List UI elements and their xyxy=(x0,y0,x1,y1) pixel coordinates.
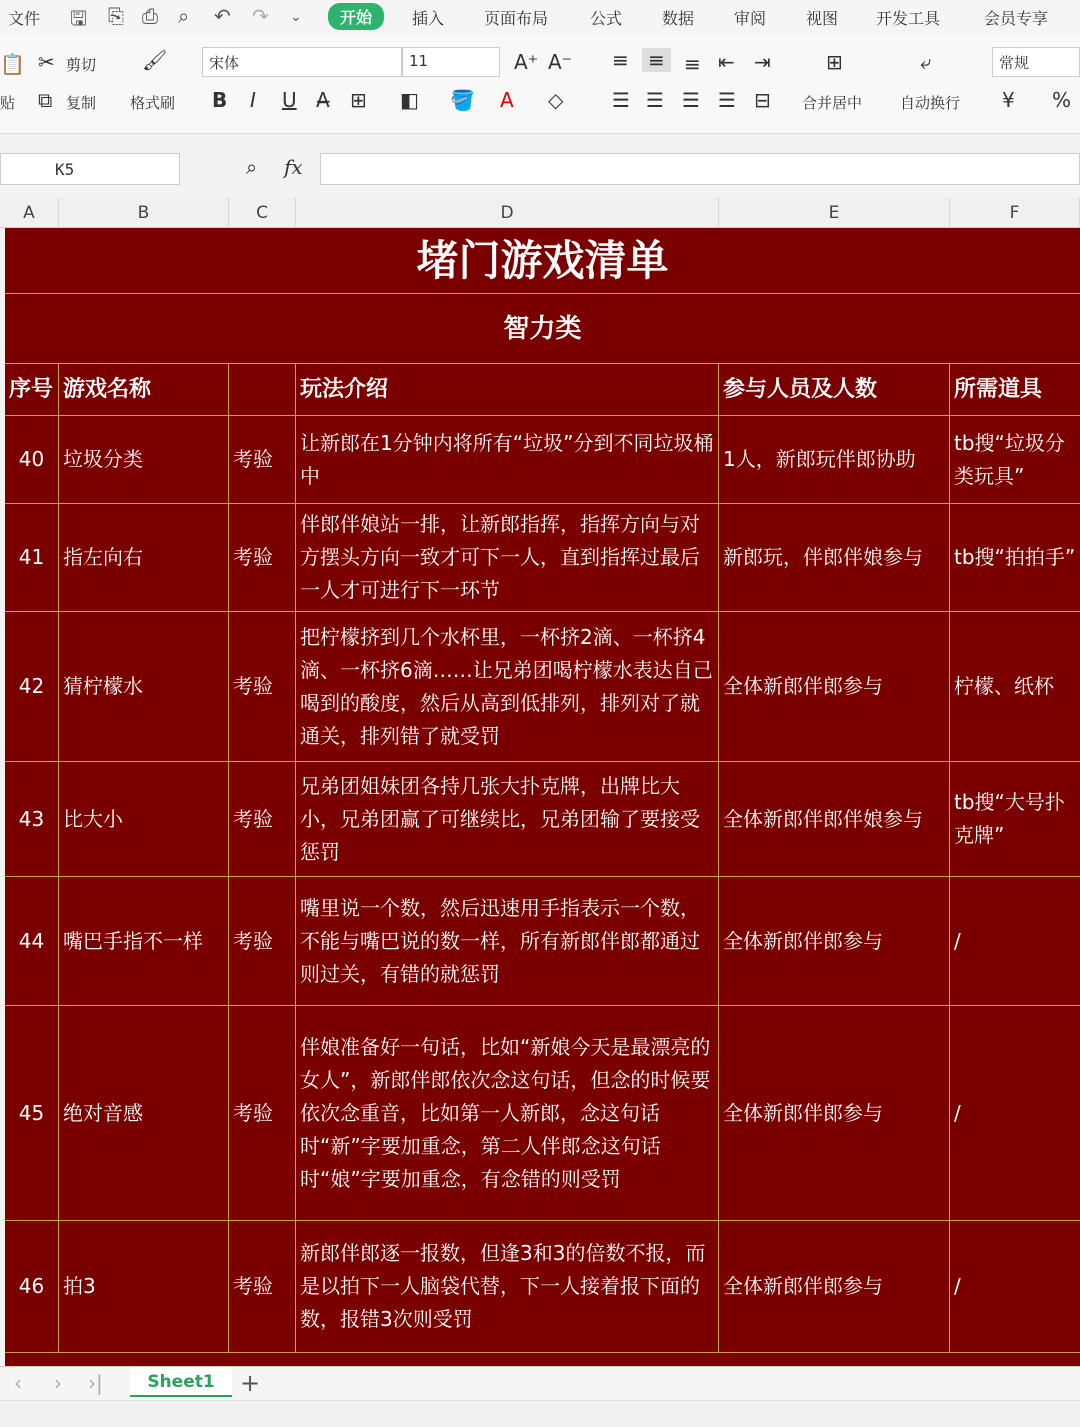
tab-data[interactable]: 数据 xyxy=(662,9,695,28)
cell-no[interactable]: 45 xyxy=(5,1006,59,1220)
cell-name[interactable]: 绝对音感 xyxy=(59,1006,229,1220)
table-row xyxy=(5,612,1080,762)
column-headers xyxy=(0,198,1080,228)
bold-icon[interactable]: B xyxy=(212,88,228,112)
menu-file[interactable]: 文件 xyxy=(8,9,41,28)
align-top-icon[interactable]: ≡ xyxy=(612,48,629,72)
border-icon[interactable]: ⊞ xyxy=(350,88,367,112)
cell-no[interactable]: 44 xyxy=(5,877,59,1005)
cell-desc[interactable]: 新郎伴郎逐一报数，但逢3和3的倍数不报，而是以拍下一人脑袋代替，下一人接着报下面的数，报错3次则受罚 xyxy=(296,1221,719,1352)
cell-name[interactable]: 拍3 xyxy=(59,1221,229,1352)
cell-type[interactable]: 考验 xyxy=(229,762,296,876)
tab-home[interactable]: 开始 xyxy=(328,3,384,30)
font-color-icon[interactable]: A xyxy=(500,88,514,112)
status-bar xyxy=(0,1400,1080,1427)
column-header-d[interactable]: D xyxy=(296,198,719,228)
cell-props[interactable]: tb搜“拍拍手” xyxy=(954,545,1076,569)
cell-desc[interactable]: 让新郎在1分钟内将所有“垃圾”分到不同垃圾桶中 xyxy=(296,416,719,503)
cell-name[interactable]: 指左向右 xyxy=(59,504,229,611)
merge-center-button[interactable]: 合并居中 xyxy=(802,94,863,112)
next-sheet-icon[interactable]: › xyxy=(54,1371,62,1395)
header-props[interactable]: 所需道具 xyxy=(954,377,1043,402)
first-sheet-icon[interactable]: ‹ xyxy=(14,1371,22,1395)
decrease-font-icon[interactable]: A⁻ xyxy=(548,50,573,74)
print-preview-icon[interactable]: ⌕ xyxy=(178,4,190,28)
export-icon[interactable]: ⎘ xyxy=(108,4,124,28)
justify-icon[interactable]: ☰ xyxy=(718,88,736,112)
cell-people[interactable]: 全体新郎伴郎参与 xyxy=(719,612,950,761)
formula-bar xyxy=(0,147,1080,191)
cell-desc[interactable]: 兄弟团姐妹团各持几张大扑克牌，出牌比大小，兄弟团赢了可继续比，兄弟团输了要接受惩罚 xyxy=(296,762,719,876)
tab-insert[interactable]: 插入 xyxy=(412,9,445,28)
strikethrough-icon[interactable]: A̶ xyxy=(316,88,330,112)
cell-people[interactable]: 1人，新郎玩伴郎协助 xyxy=(719,416,950,503)
cell-props[interactable]: / xyxy=(954,1100,961,1125)
cell-no[interactable]: 40 xyxy=(5,416,59,503)
tab-formulas[interactable]: 公式 xyxy=(590,9,623,28)
paste-label[interactable]: 贴 xyxy=(0,94,16,112)
wrap-text-icon[interactable]: ⤶ xyxy=(920,50,932,74)
header-row xyxy=(5,364,1080,416)
cell-props[interactable]: tb搜“垃圾分类玩具” xyxy=(954,430,1065,488)
cell-name[interactable]: 垃圾分类 xyxy=(59,416,229,503)
header-type[interactable] xyxy=(229,364,296,415)
decrease-indent-icon[interactable]: ⇤ xyxy=(718,50,735,74)
tab-view[interactable]: 视图 xyxy=(806,9,839,28)
cell-type[interactable]: 考验 xyxy=(229,877,296,1005)
fill-color-icon[interactable]: 🪣 xyxy=(450,88,475,112)
align-middle-icon[interactable]: ≡ xyxy=(642,48,671,72)
cell-no[interactable]: 46 xyxy=(5,1221,59,1352)
column-header-e[interactable]: E xyxy=(719,198,950,228)
name-box[interactable]: K5 xyxy=(0,153,180,185)
sheet-title[interactable]: 堵门游戏清单 xyxy=(5,228,1080,294)
increase-indent-icon[interactable]: ⇥ xyxy=(754,50,771,74)
cell-desc[interactable]: 伴娘准备好一句话，比如“新娘今天是最漂亮的女人”，新郎伴郎依次念这句话，但念的时候要依次念重音，比如第一人新郎，念这句话时“新”字要加重念，第二人伴郎念这句话时“娘”字要加重念，有念错的则受罚 xyxy=(296,1006,719,1220)
column-header-b[interactable]: B xyxy=(59,198,229,228)
cell-people[interactable]: 全体新郎伴郎参与 xyxy=(719,1006,950,1220)
paste-icon[interactable]: 📋 xyxy=(0,52,25,76)
category-heading[interactable]: 智力类 xyxy=(5,294,1080,364)
sheet-tab-sheet1[interactable]: Sheet1 xyxy=(130,1367,232,1397)
redo-icon[interactable]: ↷ xyxy=(252,4,269,28)
currency-button[interactable]: ¥ xyxy=(1002,88,1015,112)
copy-button[interactable]: 复制 xyxy=(66,94,97,112)
copy-icon[interactable]: ⧉ xyxy=(38,88,53,112)
cell-type[interactable]: 考验 xyxy=(229,1221,296,1352)
table-row xyxy=(5,416,1080,504)
cell-desc[interactable]: 嘴里说一个数，然后迅速用手指表示一个数，不能与嘴巴说的数一样，所有新郎伴郎都通过则过关，有错的就惩罚 xyxy=(296,877,719,1005)
number-format-select[interactable]: 常规 xyxy=(992,47,1080,77)
fx-icon[interactable]: fx xyxy=(284,155,303,179)
cell-name[interactable]: 嘴巴手指不一样 xyxy=(59,877,229,1005)
table-row xyxy=(5,504,1080,612)
header-name[interactable]: 游戏名称 xyxy=(59,364,229,415)
header-desc[interactable]: 玩法介绍 xyxy=(296,364,719,415)
menu-bar xyxy=(0,0,1080,34)
tab-review[interactable]: 审阅 xyxy=(734,9,767,28)
tab-developer[interactable]: 开发工具 xyxy=(876,9,941,28)
distribute-icon[interactable]: ⊟ xyxy=(754,88,771,112)
underline-icon[interactable]: U xyxy=(282,88,297,112)
cell-desc[interactable]: 把柠檬挤到几个水杯里，一杯挤2滴、一杯挤4滴、一杯挤6滴……让兄弟团喝柠檬水表达自己喝到的酸度，然后从高到低排列，排列对了就通关，排列错了就受罚 xyxy=(296,612,719,761)
table-row xyxy=(5,762,1080,877)
column-header-a[interactable]: A xyxy=(0,198,59,228)
sheet-tab-bar xyxy=(0,1366,1080,1400)
save-icon[interactable]: 🖫 xyxy=(70,6,88,30)
undo-icon[interactable]: ↶ xyxy=(214,4,231,28)
align-bottom-icon[interactable]: ≡ xyxy=(684,52,701,76)
cell-people[interactable]: 全体新郎伴郎伴娘参与 xyxy=(719,762,950,876)
cell-props[interactable]: / xyxy=(954,1274,961,1298)
cell-people[interactable]: 全体新郎伴郎参与 xyxy=(719,1221,950,1352)
column-header-f[interactable]: F xyxy=(950,198,1080,228)
tab-page-layout[interactable]: 页面布局 xyxy=(484,9,549,28)
wrap-text-button[interactable]: 自动换行 xyxy=(900,94,961,112)
tab-member[interactable]: 会员专享 xyxy=(984,9,1049,28)
formula-input[interactable] xyxy=(320,153,1080,185)
ribbon xyxy=(0,34,1080,134)
customize-chevron-icon[interactable]: ⌄ xyxy=(290,9,302,25)
cell-props[interactable]: / xyxy=(954,928,961,953)
zoom-search-icon[interactable]: ⌕ xyxy=(246,155,258,179)
cell-no[interactable]: 41 xyxy=(5,504,59,611)
last-sheet-icon[interactable]: ›| xyxy=(88,1371,103,1395)
cell-people[interactable]: 新郎玩，伴郎伴娘参与 xyxy=(719,504,950,611)
align-left-icon[interactable]: ☰ xyxy=(612,88,630,112)
cell-no[interactable]: 43 xyxy=(5,762,59,876)
format-painter-icon[interactable]: 🖌 xyxy=(142,48,168,72)
increase-font-icon[interactable]: A⁺ xyxy=(514,50,539,74)
cut-icon[interactable]: ✂ xyxy=(38,50,55,74)
add-sheet-button[interactable]: + xyxy=(240,1369,261,1397)
cell-no[interactable]: 42 xyxy=(5,612,59,761)
percent-button[interactable]: % xyxy=(1052,88,1072,112)
cell-type[interactable]: 考验 xyxy=(229,1006,296,1220)
column-header-c[interactable]: C xyxy=(229,198,296,228)
font-size-select[interactable]: 11 xyxy=(402,47,500,77)
align-right-icon[interactable]: ☰ xyxy=(682,88,700,112)
merge-center-icon[interactable]: ⊞ xyxy=(826,50,843,74)
italic-icon[interactable]: I xyxy=(250,88,256,112)
fill-style-icon[interactable]: ◧ xyxy=(400,88,419,112)
cell-people[interactable]: 全体新郎伴郎参与 xyxy=(719,877,950,1005)
table-row xyxy=(5,877,1080,1006)
cell-name[interactable]: 比大小 xyxy=(59,762,229,876)
font-name-select[interactable]: 宋体 xyxy=(202,47,402,77)
cell-type[interactable]: 考验 xyxy=(229,504,296,611)
clear-format-icon[interactable]: ◇ xyxy=(548,88,564,112)
cell-type[interactable]: 考验 xyxy=(229,612,296,761)
cut-button[interactable]: 剪切 xyxy=(66,56,97,74)
table-row xyxy=(5,1221,1080,1353)
table-row xyxy=(5,1006,1080,1221)
cell-props[interactable]: 柠檬、纸杯 xyxy=(954,674,1054,698)
header-no[interactable]: 序号 xyxy=(5,364,59,415)
cell-desc[interactable]: 伴郎伴娘站一排，让新郎指挥，指挥方向与对方摆头方向一致才可下一人，直到指挥过最后一人才可进行下一环节 xyxy=(296,504,719,611)
header-people[interactable]: 参与人员及人数 xyxy=(719,364,950,415)
format-painter-button[interactable]: 格式刷 xyxy=(130,94,176,112)
print-icon[interactable]: ⎙ xyxy=(142,4,158,28)
align-center-icon[interactable]: ☰ xyxy=(646,88,664,112)
sheet-grid xyxy=(5,228,1080,1366)
cell-type[interactable]: 考验 xyxy=(229,416,296,503)
cell-props[interactable]: tb搜“大号扑克牌” xyxy=(954,790,1065,847)
cell-name[interactable]: 猜柠檬水 xyxy=(59,612,229,761)
